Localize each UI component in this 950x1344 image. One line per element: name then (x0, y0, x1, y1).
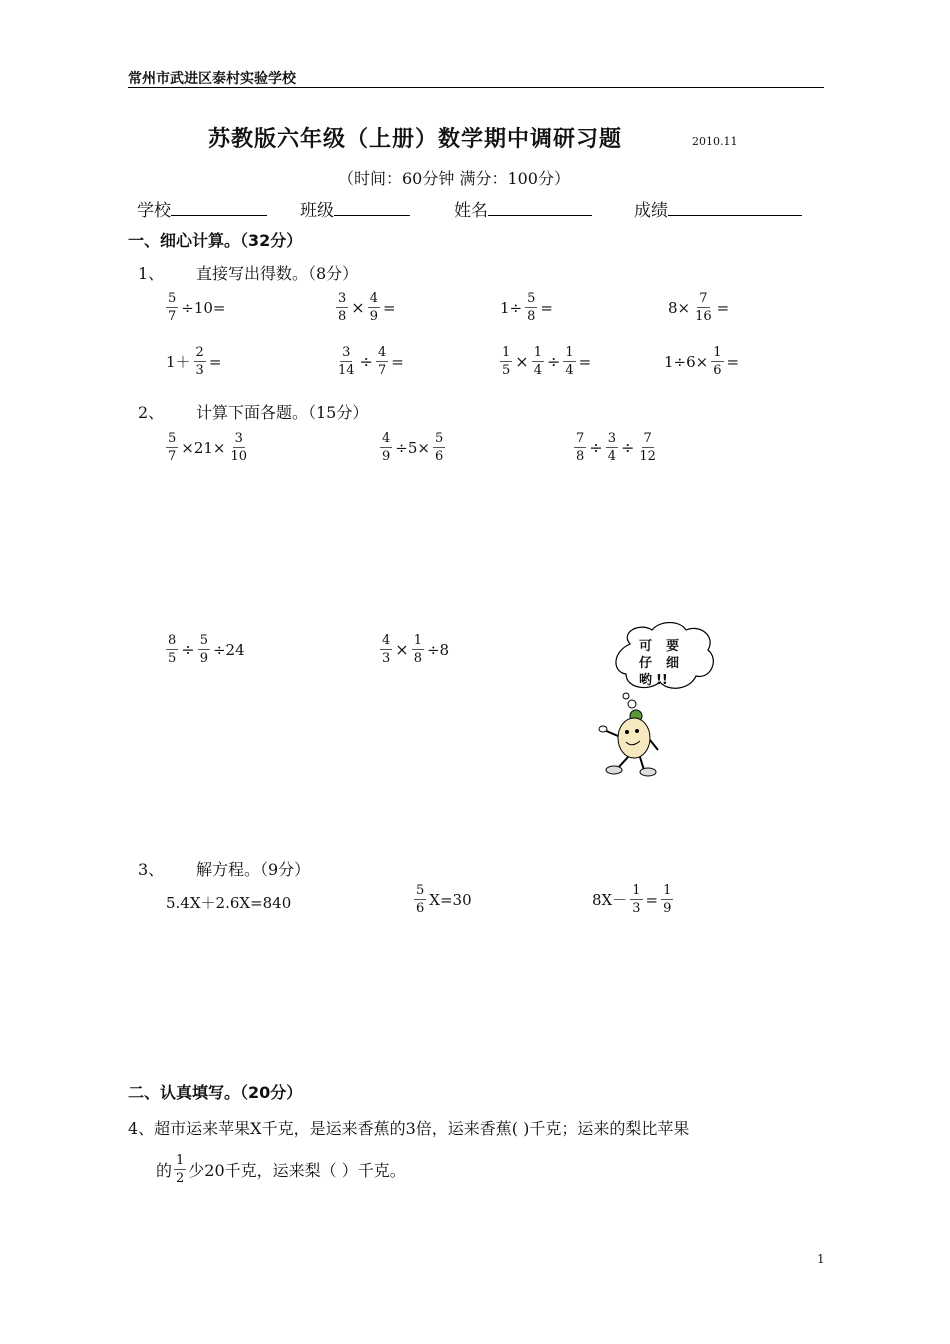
bubble-char: !! (656, 673, 668, 688)
bubble-char: 仔 (639, 656, 653, 671)
fraction: $\frac{5}{9}$ (199, 633, 208, 666)
fraction: $\frac{5}{7}$ (168, 431, 177, 464)
name-field-label: 姓名 (454, 201, 488, 221)
fraction: $\frac{7}{8}$ (576, 431, 585, 464)
q2-expr-2: $\frac{4}{9}$ ÷5× $\frac{5}{6}$ (382, 431, 444, 464)
page-title: 苏教版六年级（上册）数学期中调研习题 (208, 127, 623, 152)
cartoon-character-icon (596, 690, 666, 782)
fraction: $\frac{1}{8}$ (413, 633, 422, 666)
exam-date: 2010.11 (692, 135, 738, 148)
fraction: $\frac{4}{3}$ (382, 633, 391, 666)
thought-bubble (610, 622, 720, 692)
fraction: $\frac{2}{3}$ (195, 345, 204, 378)
fraction: $\frac{5}{6}$ (434, 431, 444, 464)
fraction: $\frac{3}{14}$ (338, 345, 355, 378)
q2-expr-5: $\frac{4}{3}$ × $\frac{1}{8}$ ÷8 (382, 633, 450, 666)
fraction: $\frac{3}{10}$ (230, 431, 248, 464)
q1-expr-8: 1÷6× $\frac{1}{6}$ = (664, 345, 740, 378)
fraction: $\frac{3}{4}$ (607, 431, 616, 464)
q1-expr-6: $\frac{3}{14}$ ÷ $\frac{4}{7}$ = (338, 345, 404, 378)
section-1-title: 一、细心计算。（32分） (128, 231, 303, 250)
q1-expr-3: 1÷ $\frac{5}{8}$ = (500, 291, 553, 324)
fraction: $\frac{1}{9}$ (663, 883, 672, 916)
fraction: $\frac{1}{6}$ (713, 345, 722, 378)
name-field (454, 196, 592, 221)
fraction: $\frac{7}{16}$ (695, 291, 712, 324)
bubble-char: 要 (666, 639, 680, 654)
q1-expr-1: $\frac{5}{7}$ ÷10= (168, 291, 226, 324)
q3-expr-2: $\frac{5}{6}$ X=30 (416, 883, 472, 916)
class-field-label: 班级 (300, 201, 334, 221)
q2-expr-3: $\frac{7}{8}$ ÷ $\frac{3}{4}$ ÷ $\frac{7}{12}$ (576, 431, 656, 464)
fraction: $\frac{8}{5}$ (168, 633, 177, 666)
section-2-title: 二、认真填写。（20分） (128, 1083, 303, 1102)
fraction: $\frac{1}{5}$ (502, 345, 511, 378)
score-blank[interactable] (668, 199, 802, 216)
q2-expr-1: $\frac{5}{7}$ ×21× $\frac{3}{10}$ (168, 431, 248, 464)
fraction: $\frac{1}{4}$ (565, 345, 574, 378)
score-field (634, 196, 802, 221)
q4-text-line-1: 4、超市运来苹果X千克，是运来香蕉的3倍，运来香蕉( )千克；运来的梨比苹果 (128, 1119, 690, 1138)
fraction: $\frac{3}{8}$ (338, 291, 347, 324)
q1-expr-2: $\frac{3}{8}$ × $\frac{4}{9}$ = (338, 291, 396, 324)
fraction: $\frac{4}{9}$ (369, 291, 378, 324)
q4-text-line-2: 的 $\frac{1}{2}$ 少20千克，运来梨（ ）千克。 (156, 1153, 406, 1186)
score-field-label: 成绩 (634, 201, 668, 221)
q2-text: 计算下面各题。（15分） (196, 403, 369, 422)
fraction: $\frac{1}{4}$ (533, 345, 542, 378)
bubble-char: 细 (666, 656, 680, 671)
class-field (300, 196, 410, 221)
q1-expr-7: $\frac{1}{5}$ × $\frac{1}{4}$ ÷ $\frac{1}{4}$ = (502, 345, 592, 378)
header-divider (128, 87, 824, 88)
q1-text: 直接写出得数。（8分） (196, 264, 359, 283)
q3-label: 3、 (138, 860, 165, 879)
fraction: $\frac{1}{3}$ (632, 883, 641, 916)
q2-label: 2、 (138, 403, 165, 422)
q2-expr-4: $\frac{8}{5}$ ÷ $\frac{5}{9}$ ÷24 (168, 633, 245, 666)
fraction: $\frac{5}{6}$ (416, 883, 425, 916)
q3-expr-1: 5.4X＋2.6X=840 (166, 894, 292, 912)
name-blank[interactable] (488, 199, 592, 216)
school-field (137, 196, 267, 221)
fraction: $\frac{4}{7}$ (377, 345, 387, 378)
fraction: $\frac{7}{12}$ (639, 431, 656, 464)
fraction: $\frac{4}{9}$ (382, 431, 391, 464)
bubble-char: 可 (639, 639, 653, 654)
school-header: 常州市武进区泰村实验学校 (128, 71, 296, 87)
q1-label: 1、 (138, 264, 165, 283)
class-blank[interactable] (334, 199, 410, 216)
fraction: $\frac{1}{2}$ (176, 1153, 185, 1186)
exam-subtitle: （时间：60分钟 满分：100分） (338, 169, 570, 188)
page-number: 1 (817, 1252, 825, 1266)
fraction: $\frac{5}{8}$ (527, 291, 536, 324)
fraction: $\frac{5}{7}$ (168, 291, 177, 324)
school-field-label: 学校 (137, 201, 171, 221)
q3-expr-3: 8X－ $\frac{1}{3}$ = $\frac{1}{9}$ (592, 883, 672, 916)
q1-expr-5: 1＋ $\frac{2}{3}$ = (166, 345, 222, 378)
q1-expr-4: 8× $\frac{7}{16}$ = (668, 291, 730, 324)
q3-text: 解方程。（9分） (196, 860, 311, 879)
school-blank[interactable] (171, 199, 267, 216)
bubble-char: 哟 (639, 673, 653, 688)
